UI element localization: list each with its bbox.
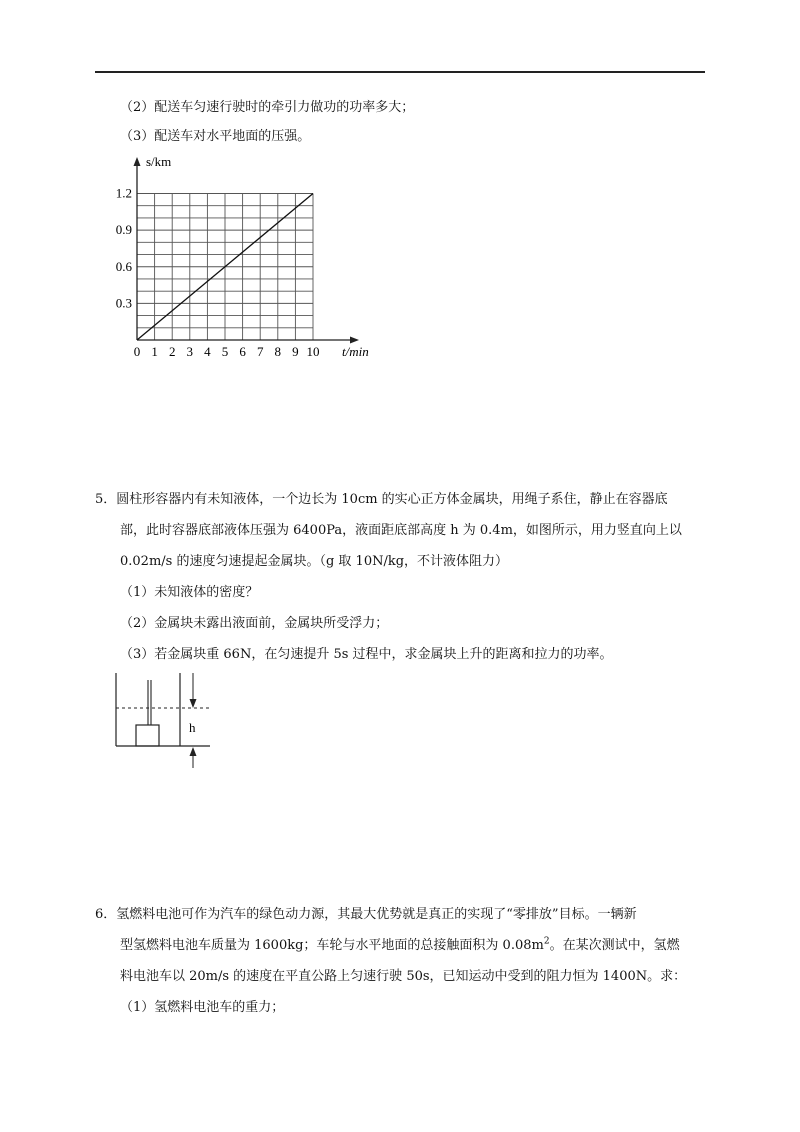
x-tick-label: 1 bbox=[151, 344, 158, 359]
q6-line2-rest: 。在某次测试中，氢燃 bbox=[549, 938, 680, 953]
q6-line3: 料电池车以 20m/s 的速度在平直公路上匀速行驶 50s，已知运动中受到的阻力恒为 1400N。求： bbox=[120, 969, 687, 984]
q5-line2: 部，此时容器底部液体压强为 6400Pa，液面距底部高度 h 为 0.4m，如图所示，用力竖直向上以 bbox=[120, 523, 682, 538]
q5-part3: （3）若金属块重 66N，在匀速提升 5s 过程中，求金属块上升的距离和拉力的功率。 bbox=[120, 647, 613, 662]
up-arrow bbox=[190, 747, 197, 756]
series-line bbox=[137, 194, 313, 341]
x-tick-label: 8 bbox=[274, 344, 282, 359]
tick-labels bbox=[116, 186, 320, 360]
header-rule bbox=[95, 71, 705, 73]
q5-part1: （1）未知液体的密度？ bbox=[120, 585, 259, 600]
q6-line2 bbox=[120, 936, 680, 956]
x-axis-label: t/min bbox=[342, 344, 369, 359]
q6-line2-text: 型氢燃料电池车质量为 1600kg；车轮与水平地面的总接触面积为 0.08m bbox=[120, 938, 544, 953]
axes bbox=[134, 157, 360, 344]
q4-part3: （3）配送车对水平地面的压强。 bbox=[120, 129, 311, 144]
series bbox=[137, 194, 313, 341]
h-label: h bbox=[189, 720, 196, 735]
q6-superscript: 2 bbox=[543, 936, 550, 947]
q6-part1: （1）氢燃料电池车的重力； bbox=[120, 1000, 285, 1015]
q5-line1: 5．圆柱形容器内有未知液体，一个边长为 10cm 的实心正方体金属块，用绳子系住，静止在容器底 bbox=[95, 492, 668, 507]
down-arrow bbox=[190, 699, 197, 708]
q4-part2: （2）配送车匀速行驶时的牵引力做功的功率多大； bbox=[120, 100, 415, 115]
y-tick-label: 0.9 bbox=[115, 222, 132, 238]
x-tick-label: 4 bbox=[204, 344, 211, 359]
x-axis-arrow bbox=[350, 337, 359, 344]
x-tick-label: 7 bbox=[256, 344, 264, 359]
x-tick-label: 2 bbox=[168, 344, 176, 359]
y-tick-label: 0.3 bbox=[115, 295, 132, 311]
x-tick-label: 10 bbox=[306, 344, 320, 359]
y-axis-label: s/km bbox=[146, 154, 172, 169]
q5-line3: 0.02m/s 的速度匀速提起金属块。（g 取 10N/kg，不计液体阻力） bbox=[120, 554, 509, 569]
metal-block bbox=[136, 725, 159, 746]
y-tick-label: 0.6 bbox=[115, 258, 132, 274]
grid bbox=[137, 194, 313, 341]
x-tick-label: 0 bbox=[133, 344, 141, 359]
x-tick-label: 6 bbox=[239, 344, 246, 359]
x-tick-label: 5 bbox=[221, 344, 229, 359]
q6-line1: 6．氢燃料电池可作为汽车的绿色动力源，其最大优势就是真正的实现了“零排放”目标。一辆新 bbox=[95, 907, 637, 922]
x-tick-label: 9 bbox=[292, 344, 299, 359]
y-tick-label: 1.2 bbox=[115, 185, 132, 201]
y-axis-arrow bbox=[134, 157, 141, 166]
x-tick-label: 3 bbox=[186, 344, 194, 359]
q5-part2: （2）金属块未露出液面前，金属块所受浮力； bbox=[120, 616, 389, 631]
